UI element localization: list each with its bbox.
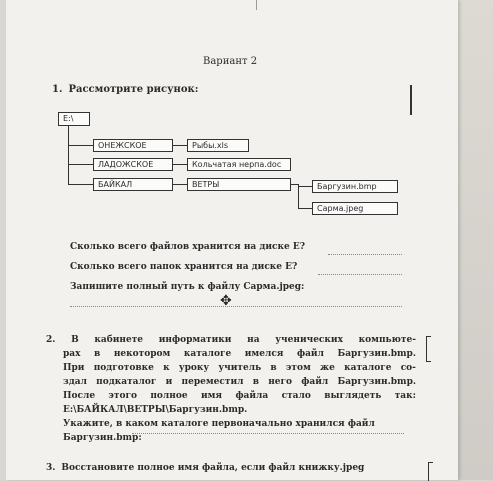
variant-heading: Вариант 2 bbox=[203, 56, 258, 67]
q2-line-4 bbox=[63, 375, 416, 389]
tree-folder-ladozhskoe: ЛАДОЖСКОЕ bbox=[93, 158, 173, 171]
q2-ask-line: Укажите, в каком каталоге первоначально хранился файл bbox=[63, 419, 375, 429]
answer-line-path[interactable] bbox=[70, 306, 402, 307]
q2-word: полное bbox=[150, 391, 188, 401]
q2-word: каталоге bbox=[183, 349, 232, 359]
q2-word: в bbox=[94, 349, 101, 359]
q2-word: выглядеть bbox=[324, 391, 382, 401]
q2-word: подкаталог bbox=[96, 377, 157, 387]
tree-folder-onezhskoe: ОНЕЖСКОЕ bbox=[93, 139, 173, 152]
q2-word: имелся bbox=[244, 349, 284, 359]
tree-connector bbox=[298, 184, 299, 208]
tree-root-box: E:\ bbox=[58, 112, 90, 126]
margin-mark bbox=[410, 85, 412, 115]
tree-connector bbox=[298, 208, 312, 209]
q2-word: В bbox=[71, 335, 79, 345]
q2-word: информатики bbox=[158, 335, 232, 345]
q2-word: ученических bbox=[275, 335, 343, 345]
q2-line-1 bbox=[46, 333, 416, 347]
q1-question-folders-text: Сколько всего папок хранится на диске E? bbox=[70, 262, 298, 272]
q2-word: некотором bbox=[113, 349, 171, 359]
q2-word: файла bbox=[235, 391, 269, 401]
question-3-number: 3. bbox=[46, 463, 56, 473]
q2-word: После bbox=[63, 391, 96, 401]
q1-question-path bbox=[70, 282, 304, 292]
margin-bracket bbox=[426, 336, 431, 362]
question-1-title-text: Рассмотрите рисунок: bbox=[68, 84, 199, 95]
q2-line-3 bbox=[63, 361, 416, 375]
q2-word: так: bbox=[394, 391, 416, 401]
tree-connector bbox=[298, 186, 312, 187]
question-2-number: 2. bbox=[46, 335, 56, 345]
q2-word: Баргузин.bmp. bbox=[337, 377, 416, 387]
q2-word: переместил bbox=[181, 377, 244, 387]
answer-line-files[interactable] bbox=[328, 254, 402, 255]
question-2-block bbox=[46, 333, 416, 445]
q2-word: в bbox=[252, 377, 259, 387]
tree-connector bbox=[68, 126, 69, 184]
tree-file-ryby: Рыбы.xls bbox=[187, 139, 249, 152]
q2-word: же bbox=[320, 363, 335, 373]
tree-connector bbox=[68, 184, 93, 185]
q2-word: файл bbox=[296, 349, 324, 359]
q2-word: в bbox=[270, 363, 277, 373]
q2-word: файл bbox=[301, 377, 329, 387]
q2-word: этого bbox=[108, 391, 137, 401]
q2-word: к bbox=[163, 363, 170, 373]
q2-word: компьюте- bbox=[358, 335, 416, 345]
q1-question-files bbox=[70, 242, 305, 252]
tree-connector bbox=[173, 184, 187, 185]
q2-word: уроку bbox=[178, 363, 210, 373]
answer-line-q2[interactable] bbox=[132, 433, 404, 434]
tree-connector bbox=[68, 145, 93, 146]
q2-word: этом bbox=[285, 363, 311, 373]
q2-word: на bbox=[247, 335, 260, 345]
q2-word: здал bbox=[63, 377, 87, 387]
question-3-text: Восстановите полное имя файла, если файл книжку.jpeg bbox=[61, 463, 365, 473]
q2-word: При bbox=[63, 363, 85, 373]
tree-connector bbox=[68, 164, 93, 165]
q2-word: него bbox=[268, 377, 293, 387]
mouse-cursor-icon: ✥ bbox=[220, 293, 232, 309]
question-3 bbox=[46, 463, 364, 473]
margin-bracket bbox=[428, 462, 433, 481]
q1-question-folders bbox=[70, 262, 297, 272]
q2-path-line: E:\БАЙКАЛ\ВЕТРЫ\Баргузин.bmp. bbox=[63, 405, 248, 415]
q2-word: подготовке bbox=[93, 363, 154, 373]
answer-line-folders[interactable] bbox=[318, 274, 402, 275]
q1-question-files-text: Сколько всего файлов хранится на диске E? bbox=[70, 242, 306, 252]
tree-file-sarma: Сарма.jpeg bbox=[312, 202, 398, 215]
page-fold-line bbox=[256, 0, 257, 10]
tree-folder-vetry: ВЕТРЫ bbox=[187, 178, 291, 191]
q2-word: имя bbox=[200, 391, 223, 401]
q2-word: со- bbox=[400, 363, 416, 373]
q2-answer-label: Баргузин.bmp: bbox=[63, 433, 142, 443]
q2-word: стало bbox=[281, 391, 311, 401]
tree-connector bbox=[173, 164, 187, 165]
q2-word: и bbox=[165, 377, 173, 387]
q2-word: Баргузин.bmp. bbox=[337, 349, 416, 359]
q2-line-2 bbox=[63, 347, 416, 361]
q2-line-5 bbox=[63, 389, 416, 403]
q2-word: рах bbox=[63, 349, 81, 359]
background-desk bbox=[458, 0, 493, 480]
tree-file-kolchataya-nerpa: Кольчатая нерпа.doc bbox=[187, 158, 291, 171]
q1-question-path-text: Запишите полный путь к файлу Сарма.jpeg: bbox=[70, 282, 305, 292]
tree-connector bbox=[173, 145, 187, 146]
question-1-title bbox=[52, 84, 198, 95]
tree-file-barguzin: Баргузин.bmp bbox=[312, 180, 398, 193]
q2-word: кабинете bbox=[94, 335, 144, 345]
q2-word: учитель bbox=[218, 363, 262, 373]
question-1-number: 1. bbox=[52, 84, 63, 95]
tree-folder-baikal: БАЙКАЛ bbox=[93, 178, 173, 191]
q2-word: каталоге bbox=[344, 363, 392, 373]
